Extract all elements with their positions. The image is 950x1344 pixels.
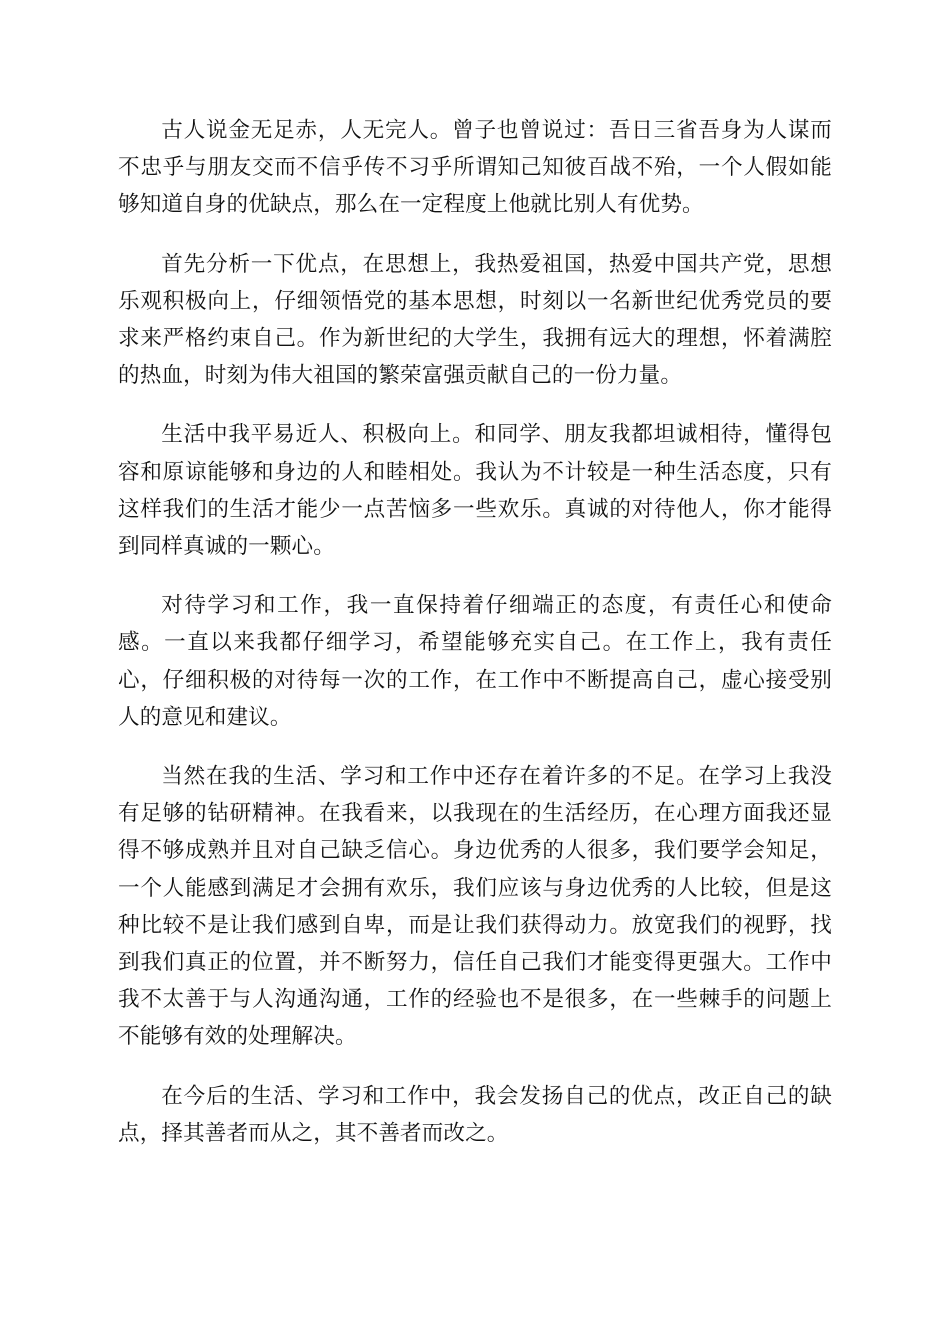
- document-body: [118, 112, 832, 1174]
- paragraph-strengths-life: 生活中我平易近人、积极向上。和同学、朋友我都坦诚相待，懂得包容和原谅能够和身边的人和睦相处。我认为不计较是一种生活态度，只有这样我们的生活才能少一点苦恼多一些欢乐。真诚的对待他人，你才能得到同样真诚的一颗心。: [118, 422, 832, 560]
- paragraph-weaknesses: 当然在我的生活、学习和工作中还存在着许多的不足。在学习上我没有足够的钻研精神。在我看来，以我现在的生活经历，在心理方面我还显得不够成熟并且对自己缺乏信心。身边优秀的人很多，我们要学会知足，一个人能感到满足才会拥有欢乐，我们应该与身边优秀的人比较，但是这种比较不是让我们感到自卑，而是让我们获得动力。放宽我们的视野，找到我们真正的位置，并不断努力，信任自己我们才能变得更强大。工作中我不太善于与人沟通沟通，工作的经验也不是很多，在一些棘手的问题上不能够有效的处理解决。: [118, 764, 832, 1050]
- paragraph-intro: 古人说金无足赤，人无完人。曾子也曾说过：吾日三省吾身为人谋而不忠乎与朋友交而不信乎传不习乎所谓知己知彼百战不殆，一个人假如能够知道自身的优缺点，那么在一定程度上他就比别人有优势。: [118, 118, 832, 218]
- paragraph-strengths-work: 对待学习和工作，我一直保持着仔细端正的态度，有责任心和使命感。一直以来我都仔细学习，希望能够充实自己。在工作上，我有责任心，仔细积极的对待每一次的工作，在工作中不断提高自己，虚心接受别人的意见和建议。: [118, 593, 832, 730]
- paragraph-strengths-thought: 首先分析一下优点，在思想上，我热爱祖国，热爱中国共产党，思想乐观积极向上，仔细领悟党的基本思想，时刻以一名新世纪优秀党员的要求来严格约束自己。作为新世纪的大学生，我拥有远大的理想，怀着满腔的热血，时刻为伟大祖国的繁荣富强贡献自己的一份力量。: [118, 251, 832, 389]
- paragraph-conclusion: 在今后的生活、学习和工作中，我会发扬自己的优点，改正自己的缺点，择其善者而从之，其不善者而改之。: [118, 1083, 832, 1146]
